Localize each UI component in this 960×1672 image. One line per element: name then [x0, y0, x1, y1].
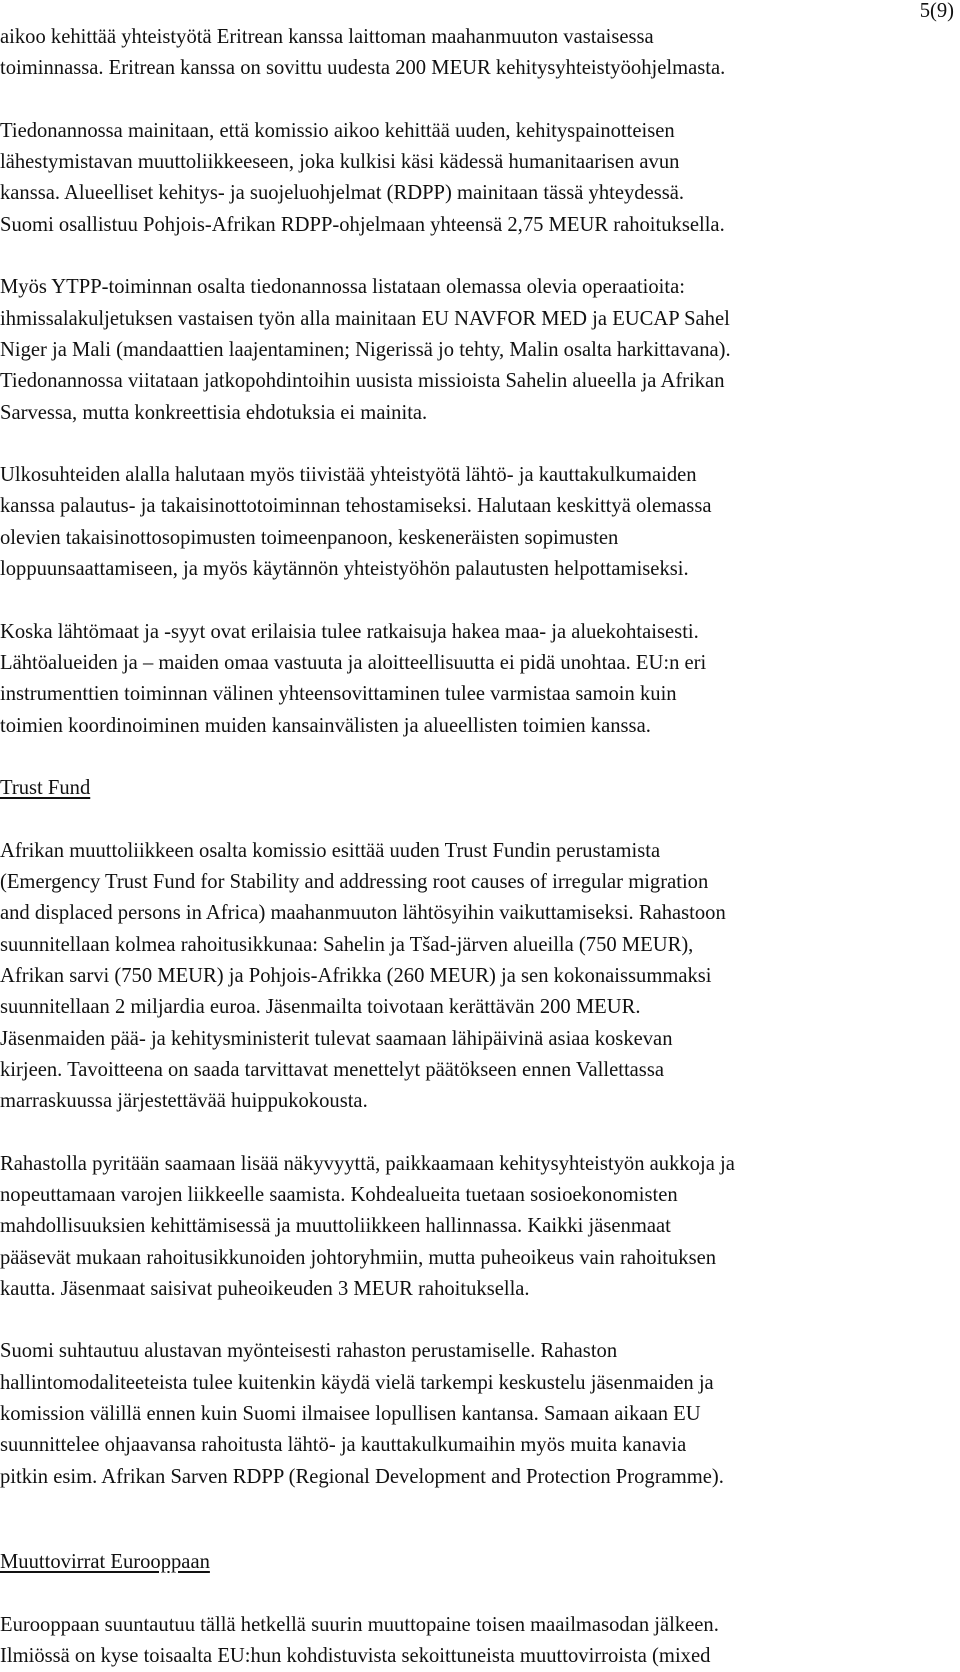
- text-line: and displaced persons in Africa) maahanmuuton lähtösyihin vaikuttamiseksi. Rahastoon: [0, 902, 726, 925]
- paragraph-gap: [0, 585, 912, 616]
- text-line: hallintomodaliteeteista tulee kuitenkin käydä vielä tarkempi keskustelu jäsenmaiden ja: [0, 1371, 714, 1394]
- text-line: kirjeen. Tavoitteena on saada tarvittavat menettelyt päätökseen ennen Vallettassa: [0, 1058, 664, 1081]
- section-heading: [0, 1547, 912, 1578]
- text-line: Ilmiössä on kyse toisaalta EU:hun kohdistuvista sekoittuneista muuttovirroista (mixed: [0, 1644, 711, 1667]
- paragraph: [0, 617, 912, 742]
- paragraph-gap: [0, 1493, 912, 1547]
- text-line: kautta. Jäsenmaat saisivat puheoikeuden 3 MEUR rahoituksella.: [0, 1277, 530, 1300]
- text-line: suunnitellaan 2 miljardia euroa. Jäsenmailta toivotaan kerättävän 200 MEUR.: [0, 996, 641, 1019]
- text-line: Koska lähtömaat ja -syyt ovat erilaisia tulee ratkaisuja hakea maa- ja aluekohtaisesti.: [0, 620, 699, 643]
- paragraph: [0, 116, 912, 241]
- paragraph-gap: [0, 85, 912, 116]
- paragraph-gap: [0, 742, 912, 773]
- paragraph-gap: [0, 1117, 912, 1148]
- text-line: kanssa. Alueelliset kehitys- ja suojeluohjelmat (RDPP) mainitaan tässä yhteydessä.: [0, 182, 685, 205]
- paragraph: [0, 272, 912, 428]
- text-line: nopeuttamaan varojen liikkeelle saamista. Kohdealueita tuetaan sosioekonomisten: [0, 1183, 678, 1206]
- paragraph-gap: [0, 1305, 912, 1336]
- heading-text: Trust Fund: [0, 777, 91, 800]
- text-line: (Emergency Trust Fund for Stability and addressing root causes of irregular migration: [0, 871, 709, 894]
- text-line: Myös YTPP-toiminnan osalta tiedonannossa listataan olemassa olevia operaatioita:: [0, 276, 685, 299]
- paragraph: [0, 1610, 912, 1672]
- text-line: olevien takaisinottosopimusten toimeenpanoon, keskeneräisten sopimusten: [0, 526, 619, 549]
- text-line: pääsevät mukaan rahoitusikkunoiden johtoryhmiin, mutta puheoikeus vain rahoituksen: [0, 1246, 717, 1269]
- text-line: komission välillä ennen kuin Suomi ilmaisee lopullisen kantansa. Samaan aikaan EU: [0, 1403, 701, 1426]
- text-line: Afrikan sarvi (750 MEUR) ja Pohjois-Afrikka (260 MEUR) ja sen kokonaissummaksi: [0, 964, 712, 987]
- text-line: loppuunsaattamiseen, ja myös käytännön yhteistyöhön palautusten helpottamiseksi.: [0, 558, 689, 581]
- text-line: Afrikan muuttoliikkeen osalta komissio esittää uuden Trust Fundin perustamista: [0, 839, 661, 862]
- paragraph-gap: [0, 1578, 912, 1609]
- text-line: suunnitellaan kolmea rahoitusikkunaa: Sahelin ja Tšad-järven alueilla (750 MEUR),: [0, 933, 694, 956]
- text-line: Suomi suhtautuu alustavan myönteisesti rahaston perustamiselle. Rahaston: [0, 1340, 618, 1363]
- section-heading: [0, 773, 912, 804]
- text-line: Suomi osallistuu Pohjois-Afrikan RDPP-ohjelmaan yhteensä 2,75 MEUR rahoituksella.: [0, 213, 725, 236]
- text-line: Tiedonannossa mainitaan, että komissio aikoo kehittää uuden, kehityspainotteisen: [0, 119, 675, 142]
- text-line: Sarvessa, mutta konkreettisia ehdotuksia ei mainita.: [0, 401, 428, 424]
- paragraph: [0, 1336, 912, 1492]
- text-line: lähestymistavan muuttoliikkeeseen, joka kulkisi käsi kädessä humanitaarisen avun: [0, 151, 680, 174]
- text-line: aikoo kehittää yhteistyötä Eritrean kanssa laittoman maahanmuuton vastaisessa: [0, 26, 654, 48]
- text-line: instrumenttien toiminnan välinen yhteensovittaminen tulee varmistaa samoin kuin: [0, 683, 677, 706]
- document-body: [0, 22, 912, 1672]
- paragraph: [0, 22, 912, 85]
- page-number: 5(9): [919, 0, 954, 22]
- text-line: toiminnassa. Eritrean kanssa on sovittu uudesta 200 MEUR kehitysyhteistyöohjelmasta.: [0, 57, 726, 80]
- text-line: Jäsenmaiden pää- ja kehitysministerit tulevat saamaan lähipäivinä asiaa koskevan: [0, 1027, 673, 1050]
- text-line: ihmissalakuljetuksen vastaisen työn alla mainitaan EU NAVFOR MED ja EUCAP Sahel: [0, 307, 730, 330]
- paragraph: [0, 460, 912, 585]
- text-line: pitkin esim. Afrikan Sarven RDPP (Regional Development and Protection Programme).: [0, 1465, 724, 1488]
- text-line: Lähtöalueiden ja – maiden omaa vastuuta ja aloitteellisuutta ei pidä unohtaa. EU:n eri: [0, 651, 707, 674]
- paragraph: [0, 836, 912, 1118]
- text-line: suunnittelee ohjaavansa rahoitusta lähtö- ja kauttakulkumaihin myös muita kanavia: [0, 1434, 687, 1457]
- text-line: marraskuussa järjestettävää huippukokousta.: [0, 1090, 368, 1113]
- text-line: Tiedonannossa viitataan jatkopohdintoihin uusista missioista Sahelin alueella ja Afrikan: [0, 370, 725, 393]
- heading-text: Muuttovirrat Eurooppaan: [0, 1550, 210, 1573]
- text-line: Niger ja Mali (mandaattien laajentaminen; Nigerissä jo tehty, Malin osalta harkittavana).: [0, 338, 731, 361]
- text-line: mahdollisuuksien kehittämisessä ja muuttoliikkeen hallinnassa. Kaikki jäsenmaat: [0, 1215, 671, 1238]
- text-line: kanssa palautus- ja takaisinottotoiminnan tehostamiseksi. Halutaan keskittyä olemassa: [0, 495, 712, 518]
- paragraph-gap: [0, 429, 912, 460]
- text-line: Rahastolla pyritään saamaan lisää näkyvyyttä, paikkaamaan kehitysyhteistyön aukkoja ja: [0, 1152, 735, 1175]
- text-line: Ulkosuhteiden alalla halutaan myös tiivistää yhteistyötä lähtö- ja kauttakulkumaiden: [0, 464, 697, 487]
- text-line: Eurooppaan suuntautuu tällä hetkellä suurin muuttopaine toisen maailmasodan jälkeen.: [0, 1613, 719, 1636]
- paragraph-gap: [0, 241, 912, 272]
- paragraph-gap: [0, 804, 912, 835]
- paragraph: [0, 1149, 912, 1305]
- text-line: toimien koordinoiminen muiden kansainvälisten ja alueellisten toimien kanssa.: [0, 714, 651, 737]
